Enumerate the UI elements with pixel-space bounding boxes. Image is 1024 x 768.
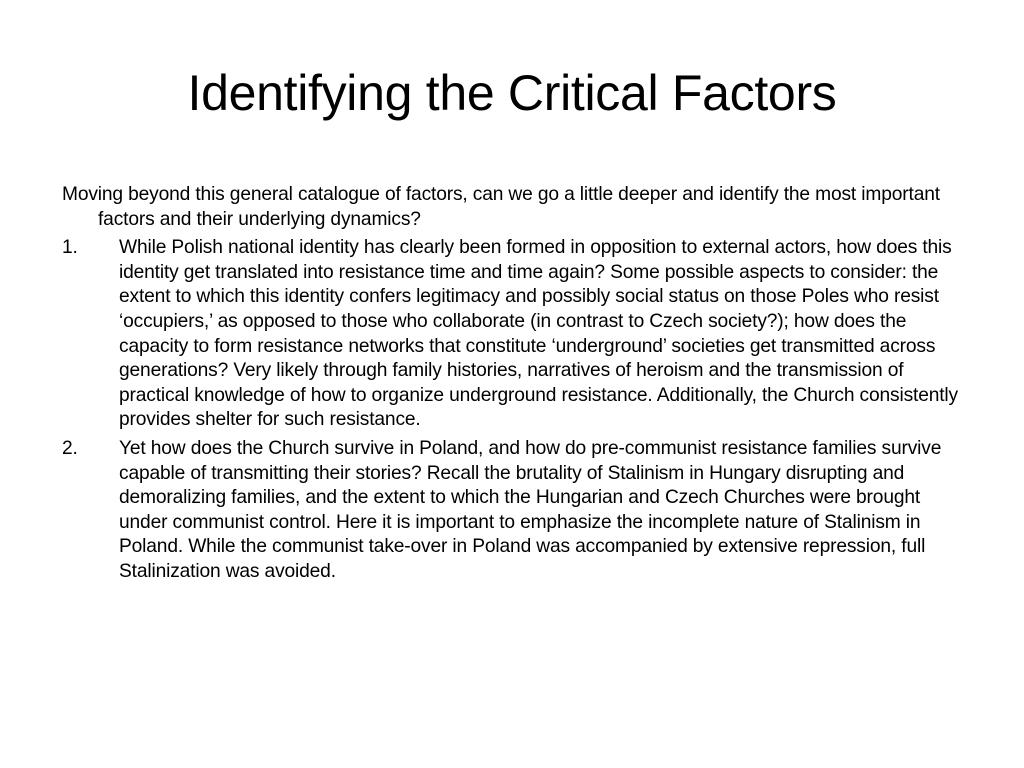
slide-title: Identifying the Critical Factors [187, 65, 837, 121]
slide-body [62, 183, 967, 589]
list-item-number: 1. [62, 237, 78, 259]
list-item-number: 2. [62, 437, 78, 459]
list-item [62, 437, 967, 585]
list-item-text: Yet how does the Church survive in Poland, and how do pre-communist resistance families survive capable of transmitting their stories? Recall the brutality of Stalinism in Hungary disrupting and demoralizing families, and the extent to which the Hungarian and Czech Churches were brought under communist control. Here it is important to emphasize the incomplete nature of Stalinism in Poland. While the communist take-over in Poland was accompanied by extensive repression, full Stalinization was avoided. [119, 437, 942, 582]
list-item [62, 236, 967, 433]
intro-paragraph: Moving beyond this general catalogue of factors, can we go a little deeper and identify the most important factors and their underlying dynamics? [62, 184, 940, 230]
list-item-text: While Polish national identity has clearly been formed in opposition to external actors, how does this identity get translated into resistance time and time again? Some possible aspects to consider: the extent to which this identity confers legitimacy and possibly social status on those Poles who resist ‘occupiers,’ as opposed to those who collaborate (in contrast to Czech society?); how does the capacity to form resistance networks that constitute ‘underground’ societies get transmitted across generations? Very likely through family histories, narratives of heroism and the transmission of practical knowledge of how to organize underground resistance. Additionally, the Church consistently provides shelter for such resistance. [119, 237, 958, 431]
